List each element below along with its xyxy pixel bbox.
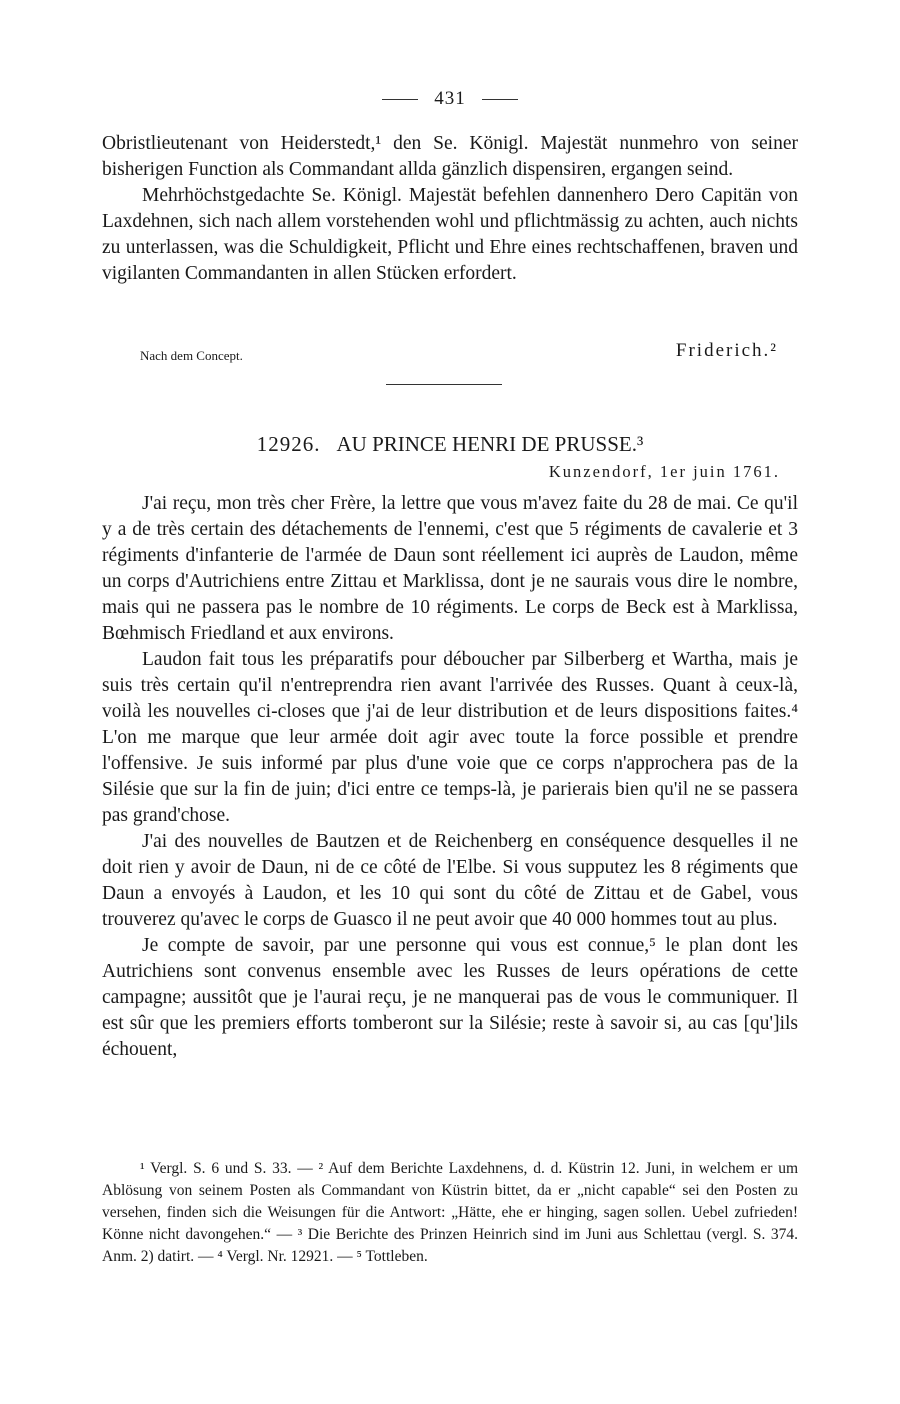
letter-paragraph-2: Laudon fait tous les préparatifs pour déboucher par Silberberg et Wartha, mais je suis très certain qu'il n'entreprendra rien avant l'arrivée des Russes. Quant à ceux-là, voilà les nouvelles ci-closes que j'ai de leur distribution et de leurs dispositions faites.⁴ L'on me marque que leur armée doit agir avec toute la force possible et prendre l'offensive. Je suis informé par plus d'une voie que ce corps n'approchera pas de la Silésie que sur la fin de juin; d'ici entre ce temps-là, je parierais bien qu'il ne se passera pas grand'chose.: [102, 649, 798, 826]
page-number: 431: [434, 88, 466, 109]
letter-number: 12926.: [256, 432, 321, 456]
letter-paragraph-4: Je compte de savoir, par une personne qui vous est connue,⁵ le plan dont les Autrichiens sont convenus ensemble avec les Russes de leurs opérations de cette campagne; aussitôt que je l'aurai reçu, je ne manquerai pas de vous le communiquer. Il est sûr que les premiers efforts tomberont sur la Silésie; reste à savoir si, au cas [qu']ils échouent,: [102, 935, 798, 1060]
section-divider: [386, 384, 502, 385]
footnotes: [102, 1158, 798, 1268]
letter-dateline: Kunzendorf, 1er juin 1761.: [548, 462, 780, 481]
letter-paragraph-1: J'ai reçu, mon très cher Frère, la lettre que vous m'avez faite du 28 de mai. Ce qu'il y a de très certain des détachements de l'ennemi, c'est que 5 régiments de cavalerie et 3 régiments d'infanterie de l'armée de Daun sont réellement ici auprès de Laudon, même un corps d'Autrichiens entre Zittau et Marklissa, dont je ne saurais vous dire le nombre, mais qui ne passera pas le nombre de 10 régiments. Le corps de Beck est à Marklissa, Bœhmisch Friedland et aux environs.: [102, 493, 798, 644]
letter-heading: [0, 432, 900, 457]
letter-paragraph-3: J'ai des nouvelles de Bautzen et de Reichenberg en conséquence desquelles il ne doit rien y avoir de Daun, ni de ce côté de l'Elbe. Si vous supputez les 8 régiments que Daun a envoyés à Laudon, et les 10 qui sont du côté de Zittau et de Gabel, vous trouverez qu'avec le corps de Guasco il ne peut avoir que 40 000 hommes tout au plus.: [102, 831, 798, 930]
header-dash-left: [382, 99, 418, 100]
page-header: [0, 88, 900, 110]
source-note: Nach dem Concept.: [140, 348, 243, 363]
intro-text: [102, 131, 798, 287]
signature-row: [102, 340, 778, 366]
intro-paragraph-1: Obristlieutenant von Heiderstedt,¹ den Se. Königl. Majestät nunmehro von seiner bisherigen Function als Commandant allda gänzlich dispensiren, ergangen seind.: [102, 133, 798, 180]
letter-title: AU PRINCE HENRI DE PRUSSE.³: [336, 432, 644, 456]
letter-body: [102, 491, 798, 1063]
footnotes-text: ¹ Vergl. S. 6 und S. 33. — ² Auf dem Berichte Laxdehnens, d. d. Küstrin 12. Juni, in welchem er um Ablösung von seinem Posten als Commandant von Küstrin bittet, da er „nicht capable“ sei den Posten zu versehen, finden sich die Weisungen für die Antwort: „Hätte, ehe er hinging, sagen sollen. Uebel zufrieden! Könne nicht davongehen.“ — ³ Die Berichte des Prinzen Heinrich sind im Juni aus Schlettau (vergl. S. 374. Anm. 2) datirt. — ⁴ Vergl. Nr. 12921. — ⁵ Tottleben.: [102, 1160, 798, 1265]
intro-paragraph-2: Mehrhöchstgedachte Se. Königl. Majestät befehlen dannenhero Dero Capitän von Laxdehnen, sich nach allem vorstehenden wohl und pflichtmässig zu achten, auch nichts zu unterlassen, was die Schuldigkeit, Pflicht und Ehre eines rechtschaffenen, braven und vigilanten Commandanten in allen Stücken erfordert.: [102, 185, 798, 284]
header-dash-right: [482, 99, 518, 100]
signature: Friderich.²: [675, 340, 778, 361]
